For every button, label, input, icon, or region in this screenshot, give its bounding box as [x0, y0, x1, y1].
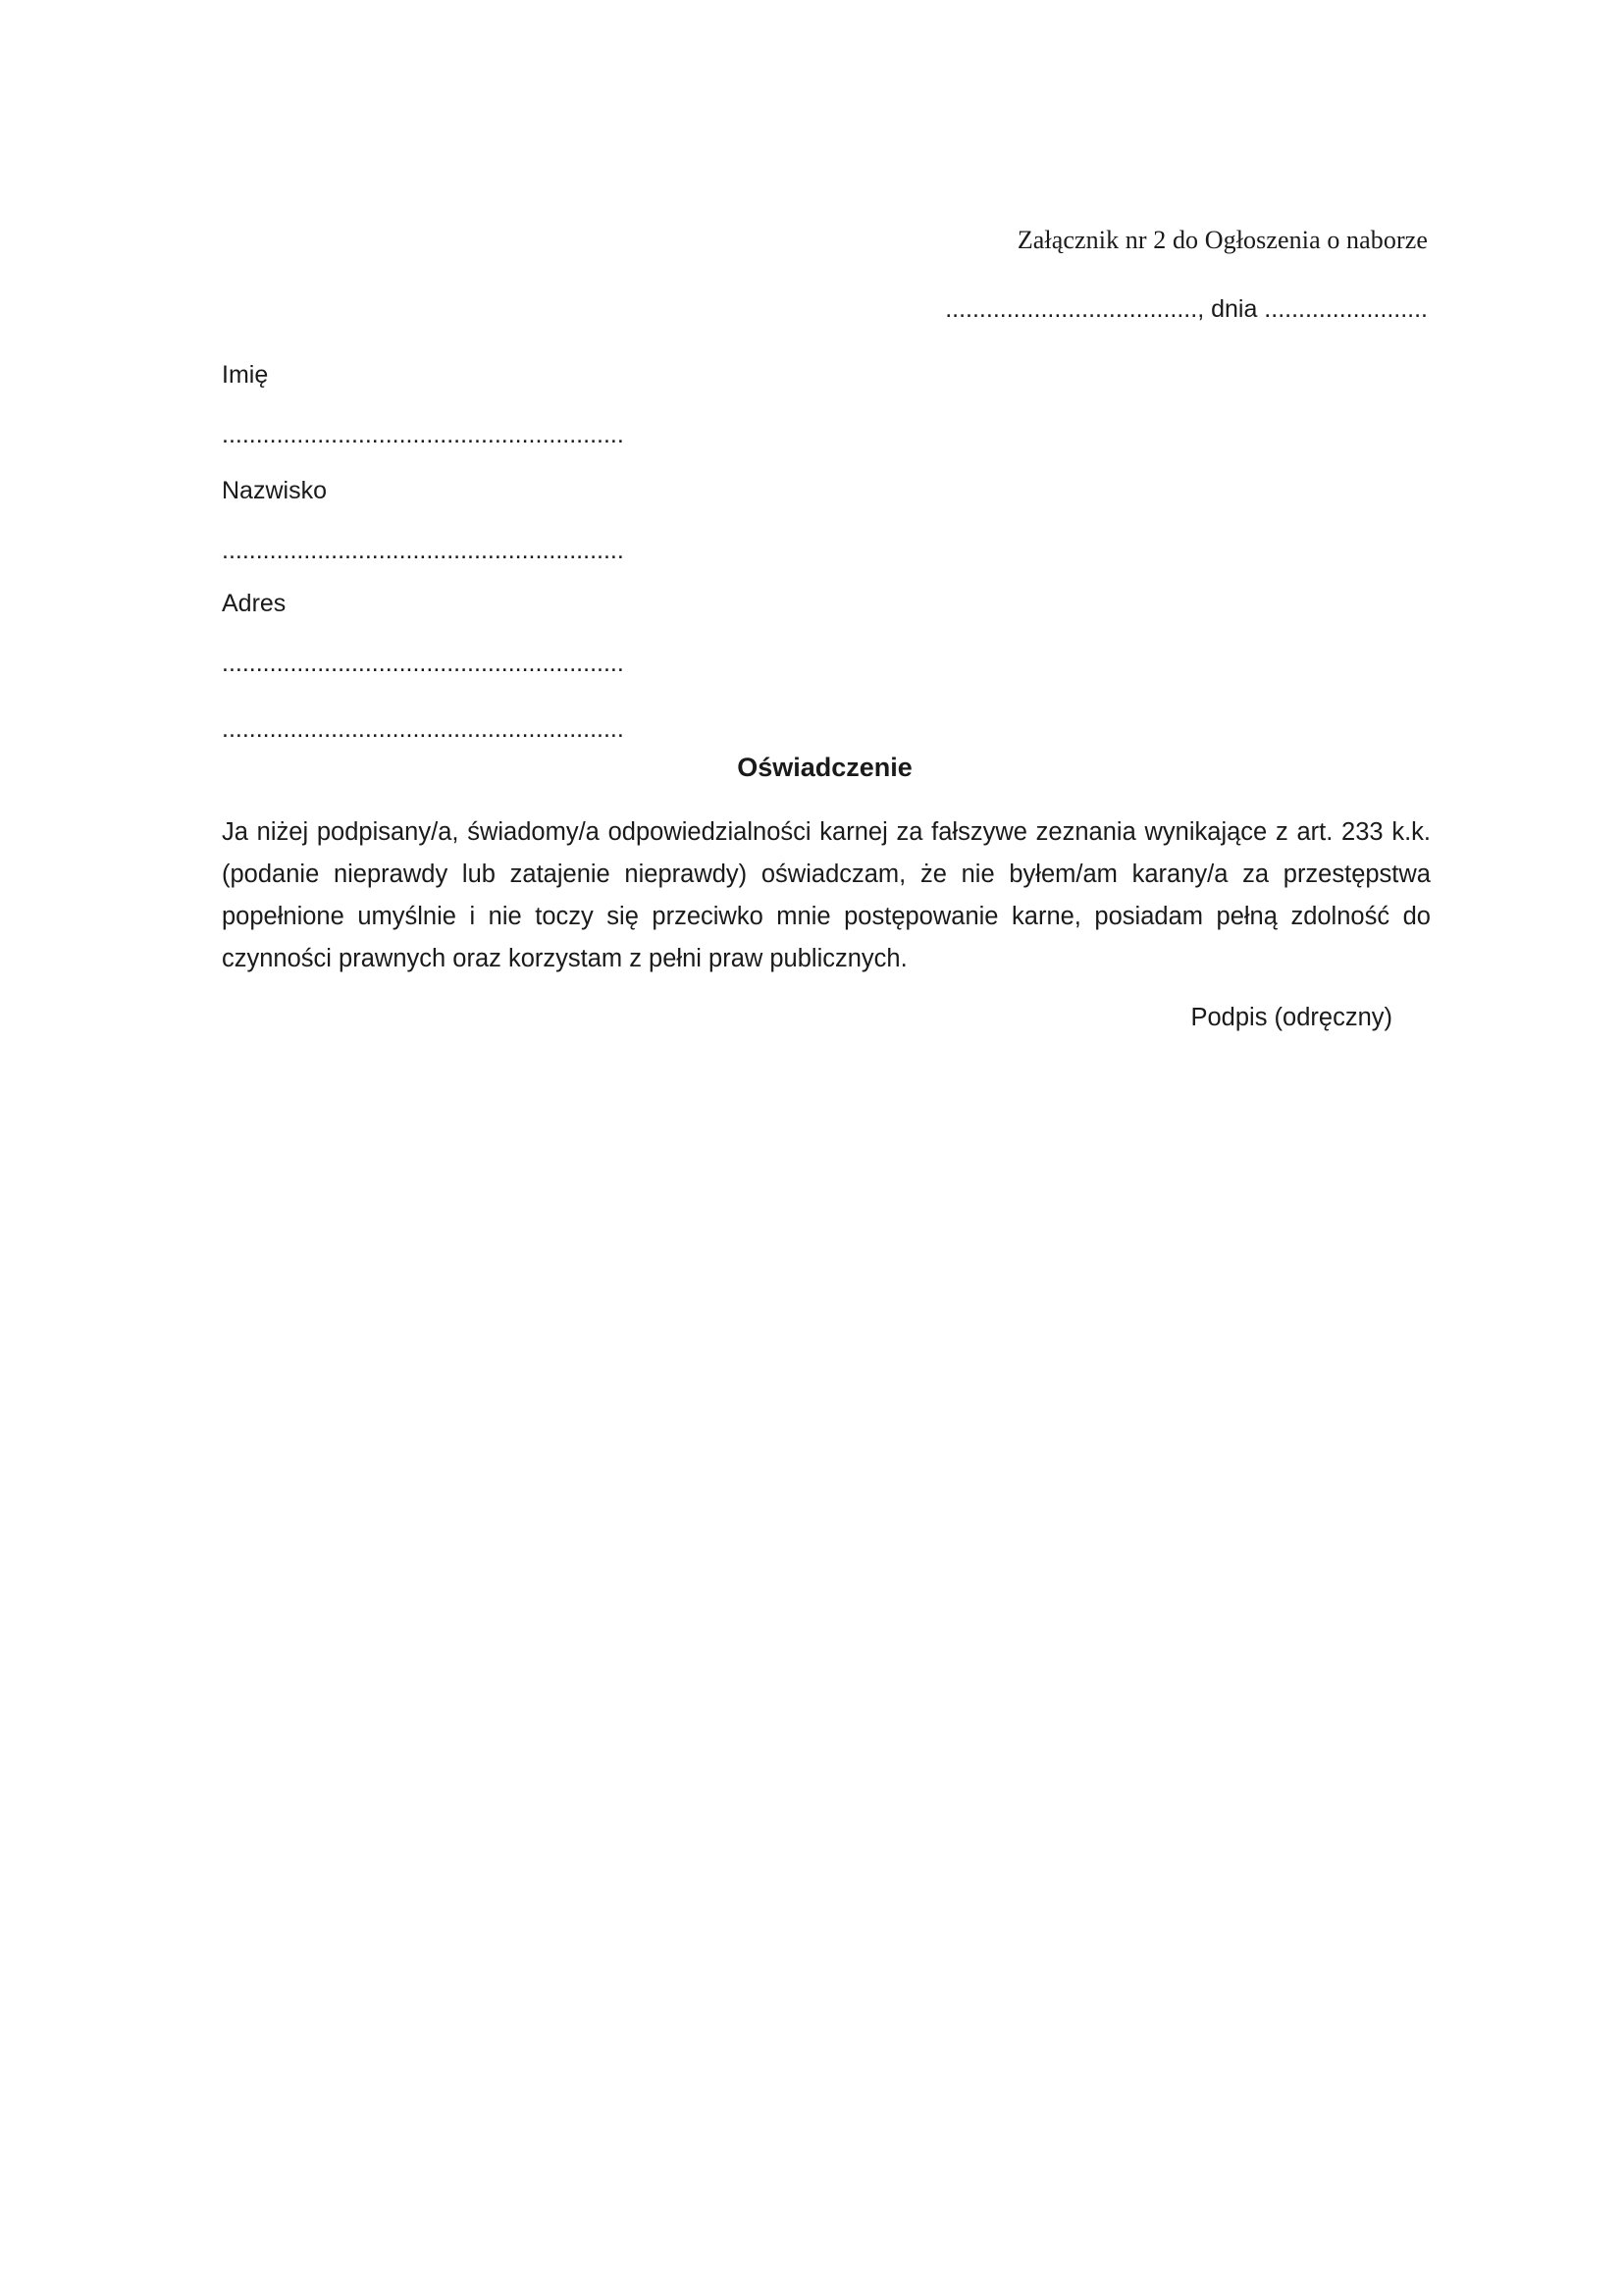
- field-dotted-rule-nazwisko: ...........................................................: [222, 538, 624, 563]
- field-label-nazwisko: Nazwisko: [222, 477, 327, 504]
- attachment-note: Załącznik nr 2 do Ogłoszenia o naborze: [1017, 226, 1428, 254]
- field-dotted-rule-adres-2: ...........................................................: [222, 716, 624, 742]
- declaration-body: [222, 811, 1431, 980]
- field-label-imie: Imię: [222, 361, 269, 389]
- field-dotted-rule-adres-1: ...........................................................: [222, 651, 624, 676]
- place-and-date-line: ....................................., dnia ........................: [945, 295, 1428, 323]
- page-title: Oświadczenie: [737, 753, 913, 782]
- field-label-adres: Adres: [222, 590, 287, 617]
- field-dotted-rule-imie: ...........................................................: [222, 422, 624, 447]
- signature-label: Podpis (odręczny): [1190, 1004, 1392, 1031]
- declaration-paragraph: Ja niżej podpisany/a, świadomy/a odpowiedzialności karnej za fałszywe zeznania wynikające z art. 233 k.k. (podanie nieprawdy lub zatajenie nieprawdy) oświadczam, że nie byłem/am karany/a za przestępstwa popełnione umyślnie i nie toczy się przeciwko mnie postępowanie karne, posiadam pełną zdolność do czynności prawnych oraz korzystam z pełni praw publicznych.: [222, 818, 1431, 972]
